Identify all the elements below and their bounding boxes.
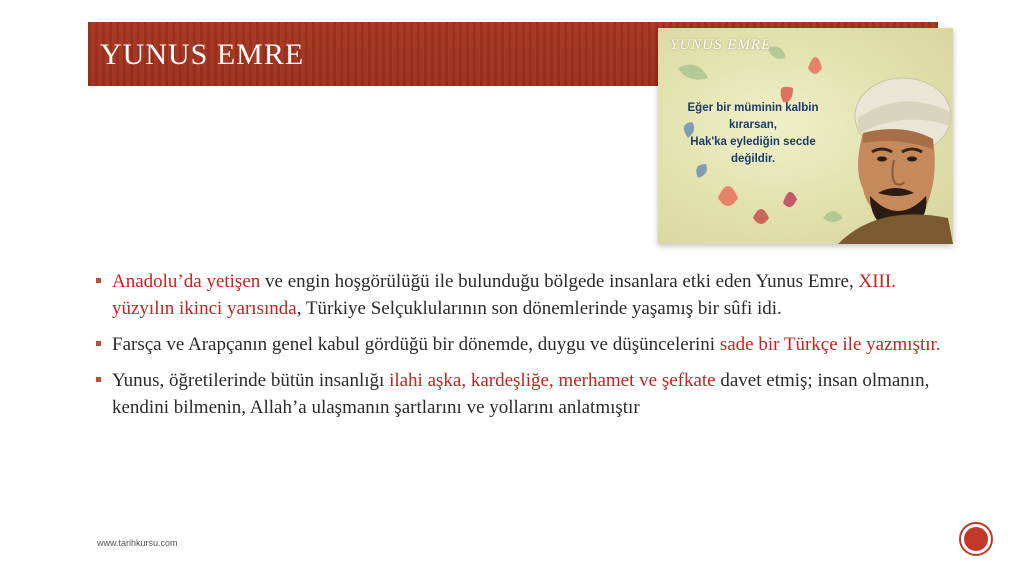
page-indicator-dot: [964, 527, 988, 551]
body-text: , Türkiye Selçuklularının son dönemlerinde yaşamış bir sûfi idi.: [296, 298, 782, 319]
yunus-emre-logo: YUNUS EMRE: [670, 37, 772, 53]
yunus-emre-illustration: [658, 28, 953, 244]
highlighted-text: XIII. yüzyılın ikinci yarısında: [112, 271, 896, 319]
body-text: Farsça ve Arapçanın genel kabul gördüğü bir dönemde, duygu ve düşüncelerini: [112, 334, 720, 355]
bullet-item: [96, 268, 946, 322]
bullet-square-icon: [96, 377, 101, 382]
highlighted-text: Anadolu’da yetişen: [112, 271, 261, 292]
footer-url: www.tarihkursu.com: [97, 538, 178, 548]
highlighted-text: ilahi aşka, kardeşliğe, merhamet ve şefkate: [389, 370, 716, 391]
slide-title: YUNUS EMRE: [100, 38, 305, 71]
body-text: davet etmiş; insan olmanın, kendini bilmenin, Allah’a ulaşmanın şartlarını ve yollarını anlatmıştır: [112, 370, 930, 418]
portrait-figure: [838, 78, 953, 244]
bullet-list: [96, 268, 946, 430]
body-text: ve engin hoşgörülüğü ile bulunduğu bölgede insanlara etki eden Yunus Emre,: [260, 271, 859, 292]
quote-text: Eğer bir müminin kalbin kırarsan, Hak'ka eylediğin secde değildir.: [687, 102, 819, 165]
bullet-item: [96, 367, 946, 421]
page-indicator: [959, 522, 993, 556]
body-text: Yunus, öğretilerinde bütün insanlığı: [112, 370, 390, 391]
bullet-square-icon: [96, 341, 101, 346]
bullet-square-icon: [96, 278, 101, 283]
bullet-item: [96, 331, 946, 358]
highlighted-text: sade bir Türkçe ile yazmıştır.: [719, 334, 941, 355]
